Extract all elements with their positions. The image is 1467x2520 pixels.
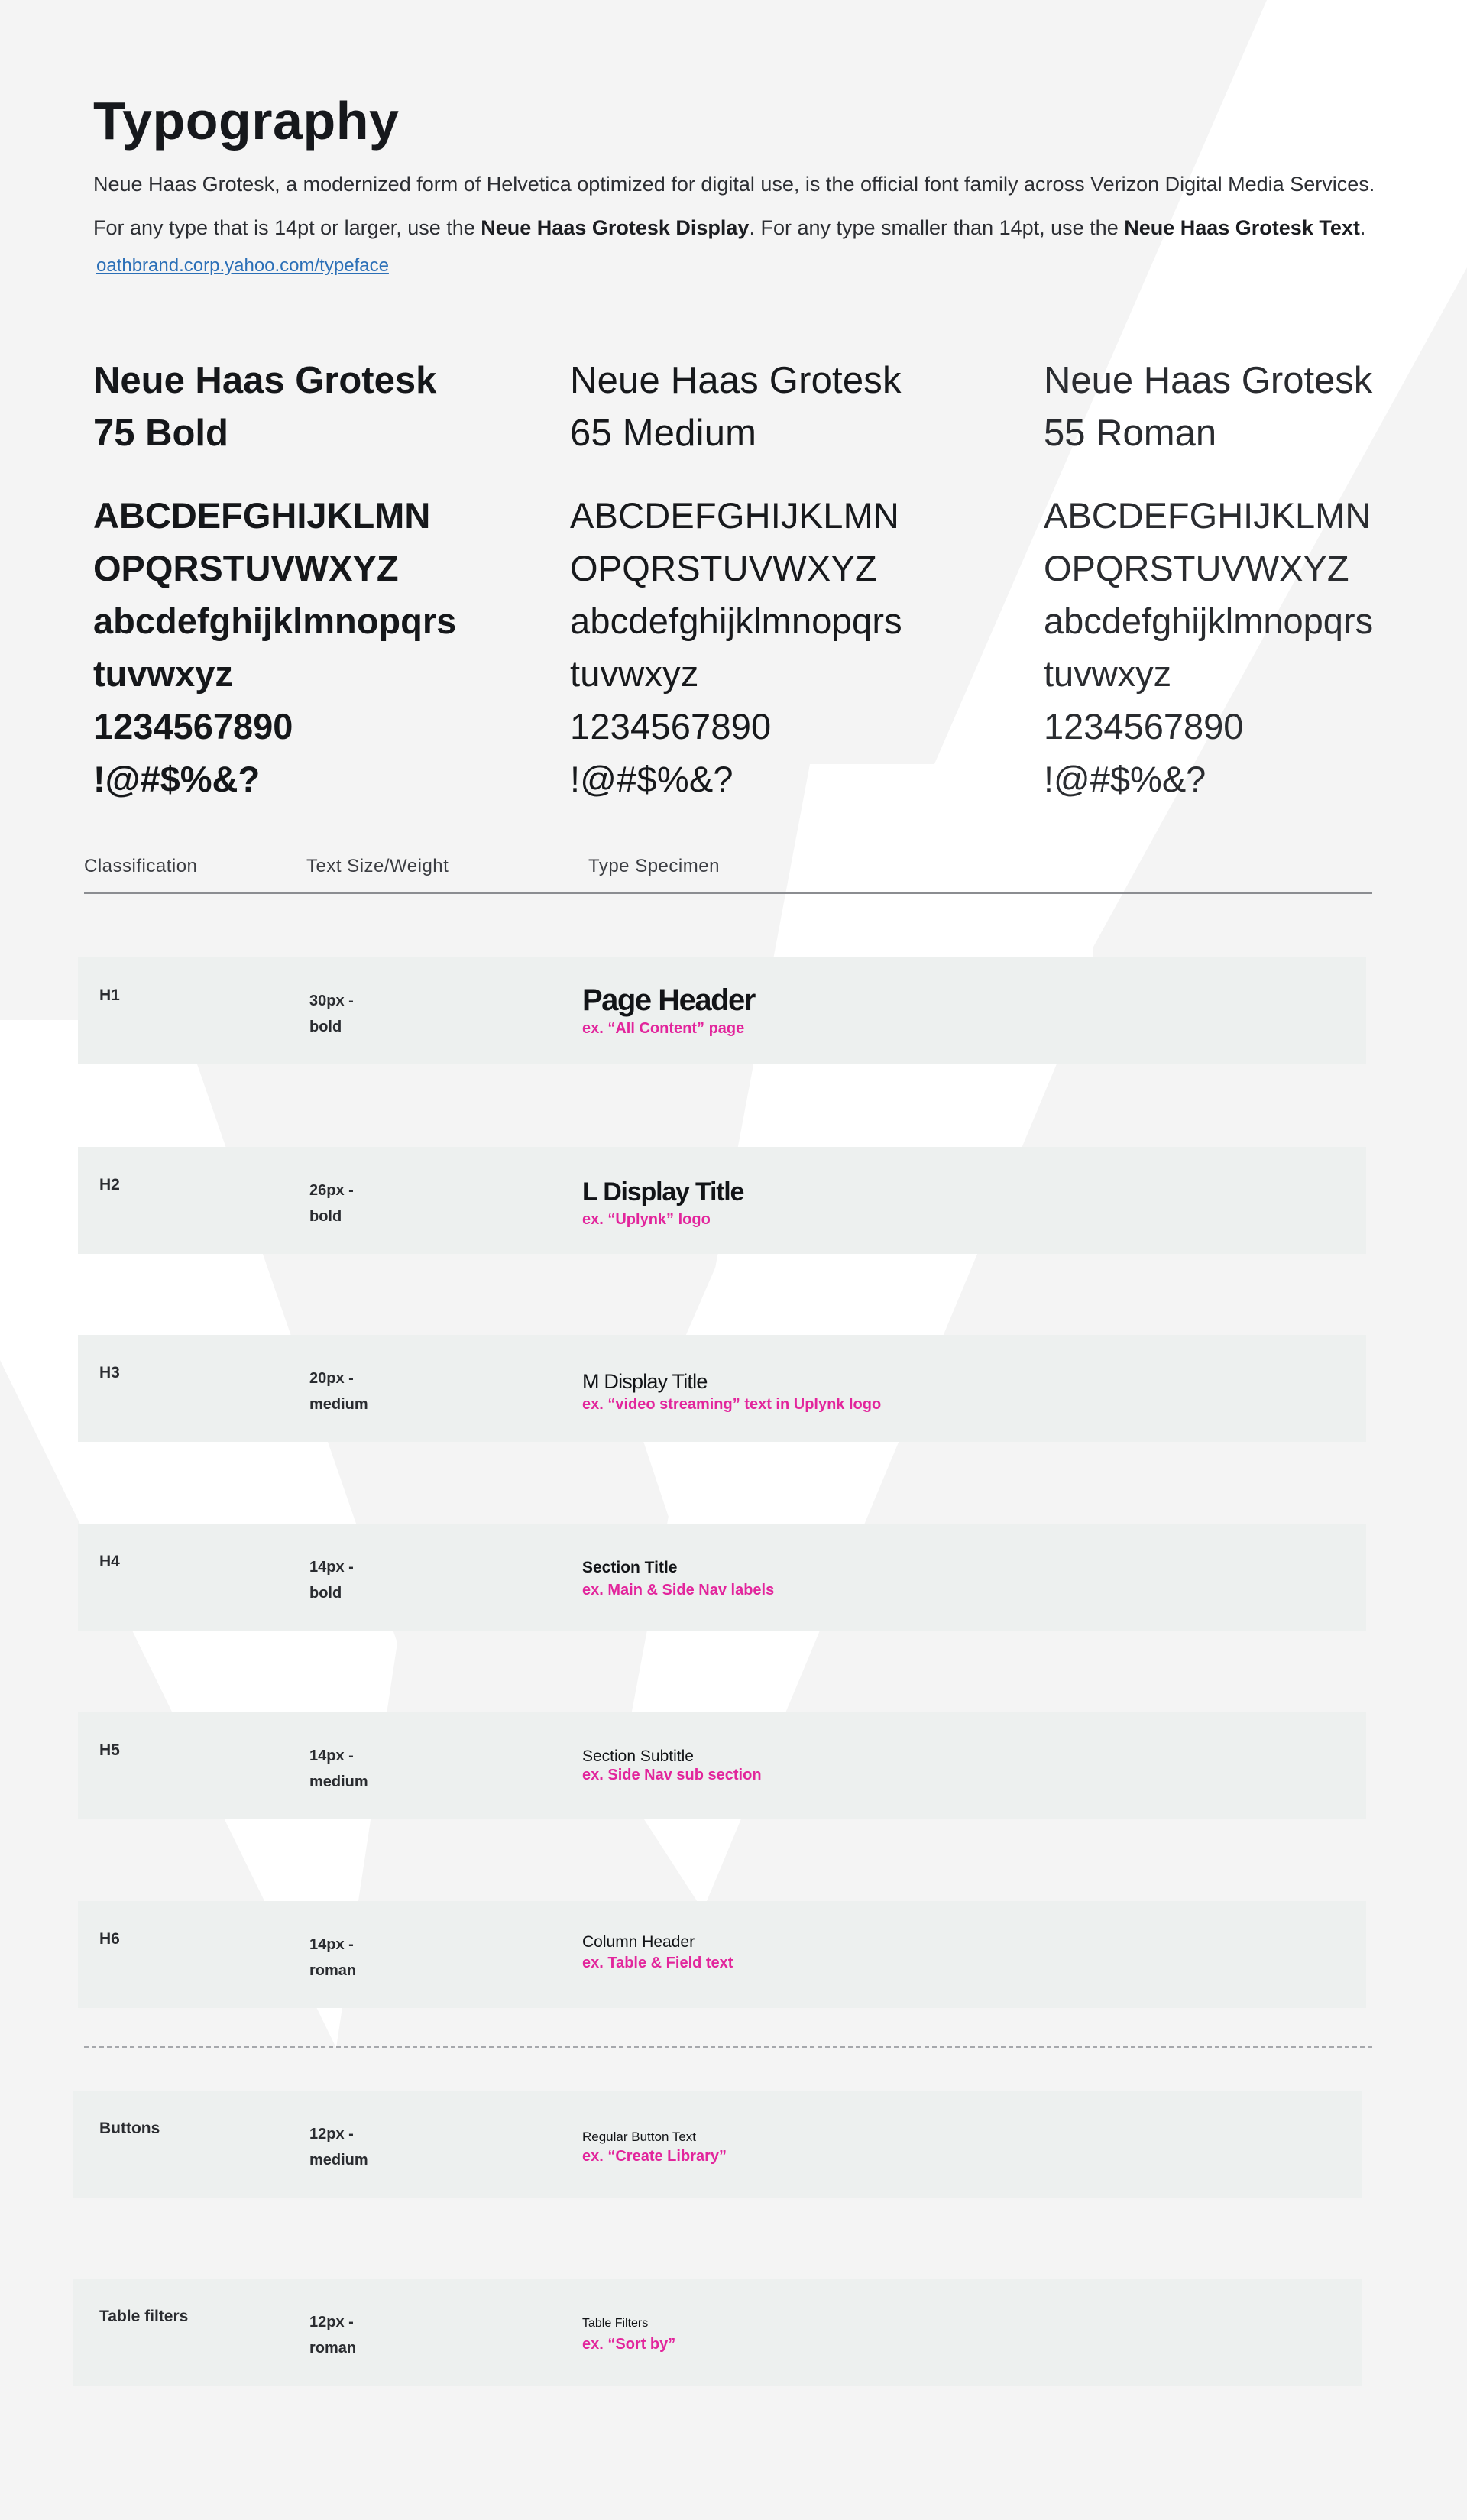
type-row-h6	[78, 1901, 1366, 2008]
type-row-h1	[78, 957, 1366, 1064]
row-size-weight: 30px - bold	[309, 993, 354, 1035]
specimen-example: ex. “Create Library”	[582, 2148, 727, 2165]
row-classification: Buttons	[99, 2120, 160, 2137]
specimen-text: Table Filters	[582, 2317, 649, 2330]
typeface-link[interactable]: oathbrand.corp.yahoo.com/typeface	[96, 255, 389, 276]
row-size-weight: 26px - bold	[309, 1182, 354, 1225]
font-specimen-roman	[1044, 355, 1467, 805]
row-classification: H6	[99, 1930, 120, 1948]
row-type-specimen	[582, 957, 1346, 1064]
row-classification: H4	[99, 1553, 120, 1570]
specimen-text: Column Header	[582, 1933, 695, 1951]
row-type-specimen	[582, 2279, 1346, 2386]
font-name: Neue Haas Grotesk 55 Roman	[1044, 360, 1373, 454]
section-divider	[84, 2046, 1372, 2048]
type-scale-table-header	[84, 850, 1372, 894]
glyph-sample: ABCDEFGHIJKLMN OPQRSTUVWXYZ abcdefghijklmnopqrs tuvwxyz 1234567890 !@#$%&?	[93, 495, 457, 799]
specimen-example: ex. Table & Field text	[582, 1955, 734, 1971]
column-header-classification: Classification	[84, 856, 198, 876]
display-font-name: Neue Haas Grotesk Display	[481, 216, 750, 239]
column-header-type-specimen: Type Specimen	[588, 856, 720, 876]
type-row-h4	[78, 1524, 1366, 1631]
type-row-h5	[78, 1712, 1366, 1819]
type-row-h3	[78, 1335, 1366, 1442]
specimen-example: ex. “Sort by”	[582, 2336, 676, 2353]
font-name: Neue Haas Grotesk 65 Medium	[570, 360, 902, 454]
specimen-example: ex. “All Content” page	[582, 1020, 745, 1037]
row-classification: H3	[99, 1364, 120, 1381]
type-row-buttons	[73, 2091, 1362, 2198]
font-name: Neue Haas Grotesk 75 Bold	[93, 360, 437, 454]
specimen-text: L Display Title	[582, 1177, 744, 1207]
glyph-sample: ABCDEFGHIJKLMN OPQRSTUVWXYZ abcdefghijklmnopqrs tuvwxyz 1234567890 !@#$%&?	[1044, 495, 1374, 799]
specimen-example: ex. Side Nav sub section	[582, 1767, 762, 1783]
column-header-size-weight: Text Size/Weight	[306, 856, 449, 876]
intro-line-1: Neue Haas Grotesk, a modernized form of Helvetica optimized for digital use, is the official font family across Verizon Digital Media Services.	[93, 173, 1375, 196]
specimen-text: Regular Button Text	[582, 2130, 696, 2144]
intro-line-2-c: . For any type smaller than 14pt, use the	[749, 216, 1125, 239]
font-specimen-bold	[93, 355, 567, 805]
row-type-specimen	[582, 2091, 1346, 2198]
row-size-weight: 12px - medium	[309, 2126, 368, 2169]
specimen-text: Section Title	[582, 1559, 678, 1576]
specimen-text: Section Subtitle	[582, 1747, 694, 1765]
page-title: Typography	[93, 91, 400, 151]
row-size-weight: 14px - bold	[309, 1559, 354, 1602]
row-classification: Table filters	[99, 2308, 189, 2325]
row-classification: H2	[99, 1176, 120, 1194]
specimen-example: ex. “video streaming” text in Uplynk logo	[582, 1396, 882, 1413]
font-specimen-medium	[570, 355, 1044, 805]
specimen-text: M Display Title	[582, 1370, 708, 1393]
row-type-specimen	[582, 1712, 1346, 1819]
intro-line-2-a: For any type that is 14pt or larger, use the	[93, 216, 481, 239]
intro-text	[93, 173, 1407, 276]
row-size-weight: 20px - medium	[309, 1370, 368, 1413]
intro-line-2	[93, 218, 1407, 238]
row-size-weight: 12px - roman	[309, 2314, 357, 2356]
specimen-text: Page Header	[582, 983, 755, 1017]
specimen-example: ex. Main & Side Nav labels	[582, 1582, 775, 1598]
row-size-weight: 14px - medium	[309, 1747, 368, 1790]
row-type-specimen	[582, 1335, 1346, 1442]
text-font-name: Neue Haas Grotesk Text	[1124, 216, 1360, 239]
row-classification: H5	[99, 1741, 120, 1759]
type-row-table-filters	[73, 2279, 1362, 2386]
row-size-weight: 14px - roman	[309, 1936, 357, 1979]
row-classification: H1	[99, 986, 120, 1004]
specimen-example: ex. “Uplynk” logo	[582, 1211, 711, 1228]
row-type-specimen	[582, 1524, 1346, 1631]
row-type-specimen	[582, 1147, 1346, 1254]
glyph-sample: ABCDEFGHIJKLMN OPQRSTUVWXYZ abcdefghijklmnopqrs tuvwxyz 1234567890 !@#$%&?	[570, 495, 902, 799]
intro-line-2-e: .	[1359, 216, 1366, 239]
row-type-specimen	[582, 1901, 1346, 2008]
type-row-h2	[78, 1147, 1366, 1254]
